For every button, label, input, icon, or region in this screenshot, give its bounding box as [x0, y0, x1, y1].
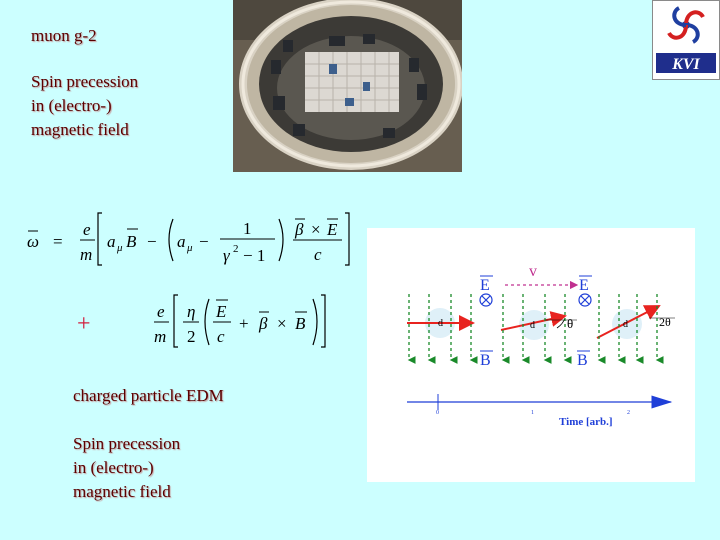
eq-c-2: c: [217, 327, 225, 346]
eq-minus-one: − 1: [243, 246, 266, 265]
svg-text:E: E: [579, 277, 589, 294]
tick-label-2: 2: [627, 410, 630, 416]
time-axis-label: Time [arb.]: [559, 416, 613, 428]
eq-E-2: E: [216, 302, 227, 321]
eq-one: 1: [243, 219, 252, 238]
eq-minus: −: [147, 232, 157, 251]
eq-B-1: B: [126, 232, 137, 251]
eq-omega: ω: [27, 232, 40, 251]
b-field-1: [480, 351, 493, 369]
svg-text:B: B: [480, 352, 491, 369]
kvi-logo-text: KVI: [672, 56, 700, 73]
eq-gamma: γ: [223, 246, 230, 265]
edm-heading: charged particle EDM: [73, 386, 224, 405]
eq-mu-sub-1: μ: [117, 242, 123, 254]
svg-text:E: E: [480, 277, 490, 294]
eq-m-1: m: [80, 245, 93, 264]
eq-mu-sub-2: μ: [187, 242, 193, 254]
tick-label-1: 1: [531, 410, 534, 416]
spin-precession-text-2: Spin precession in (electro-) magnetic field: [73, 434, 181, 501]
edm-label-1: d: [438, 318, 443, 329]
kvi-swirl-icon: [669, 8, 703, 42]
eq-gamma-sq: 2: [233, 243, 239, 255]
edm-label-3: d: [623, 319, 628, 330]
eq-a-mu-2: a: [177, 232, 186, 251]
b-field-2: [577, 351, 590, 369]
spin-precession-text: Spin precession in (electro-) magnetic field: [31, 72, 139, 139]
eq-plus-2: +: [239, 314, 249, 333]
svg-text:B: B: [577, 352, 588, 369]
eq-equals: =: [53, 232, 63, 251]
eq-plus: +: [77, 311, 91, 337]
eq-E-1: E: [327, 220, 338, 239]
eq-m-2: m: [154, 327, 167, 346]
velocity-label: v: [529, 263, 537, 280]
eq-eta: η: [187, 302, 196, 321]
e-field-1: [480, 276, 493, 306]
tick-label-0: 0: [436, 410, 439, 416]
eq-e-1: e: [83, 220, 91, 239]
edm-label-2: d: [530, 320, 535, 331]
theta-arc: [557, 318, 565, 328]
two-theta-label: 2θ: [659, 315, 671, 329]
kvi-logo: [652, 0, 720, 80]
eq-e-2: e: [157, 302, 165, 321]
eq-beta-2: β: [259, 314, 268, 333]
g2-ring-photo: [233, 0, 462, 172]
eq-c-1: c: [314, 245, 322, 264]
eq-B-2: B: [295, 314, 306, 333]
spin-precession-diagram: [367, 228, 695, 482]
precession-equation: [25, 205, 365, 355]
eq-beta-1: β: [295, 220, 304, 239]
eq-times-2: ×: [277, 314, 287, 333]
eq-minus-2: −: [199, 232, 209, 251]
eq-a-mu: a: [107, 232, 116, 251]
theta-label: θ: [567, 316, 574, 331]
slide-title: muon g-2: [31, 26, 97, 45]
e-field-2: [579, 276, 592, 306]
eq-two: 2: [187, 327, 196, 346]
eq-times-1: ×: [311, 220, 321, 239]
